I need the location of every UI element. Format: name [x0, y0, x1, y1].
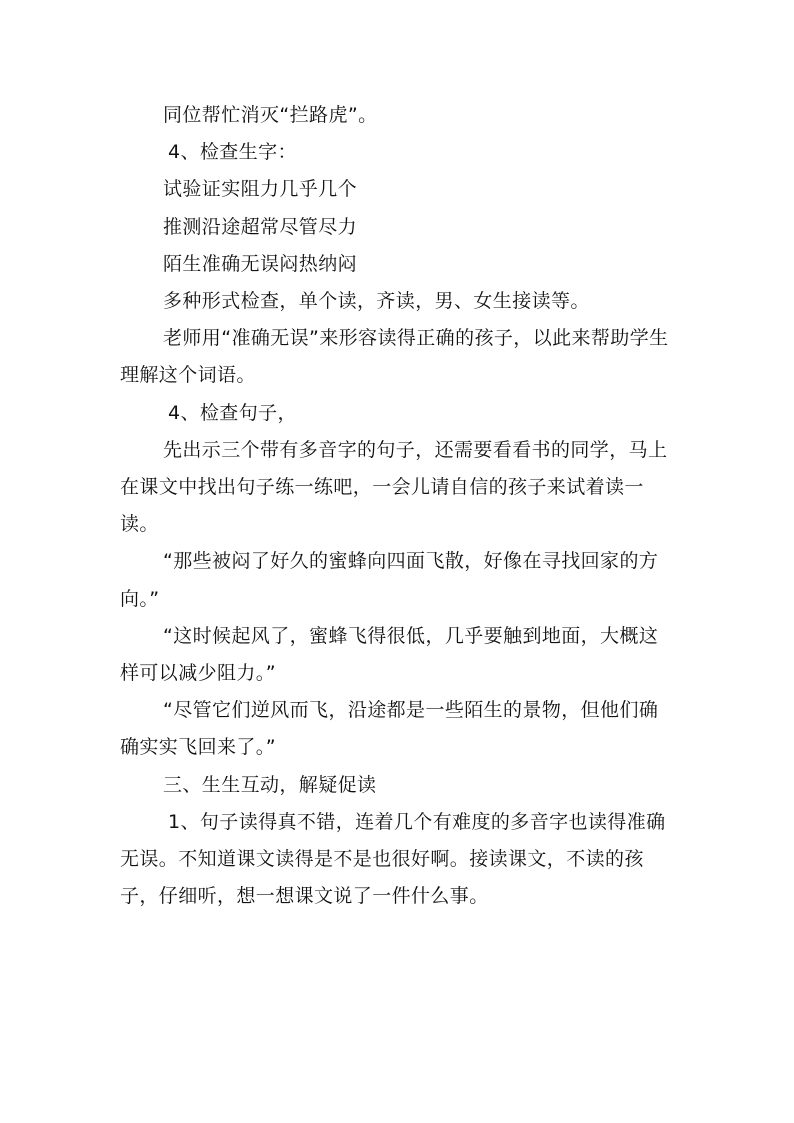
paragraph-4: 推测沿途超常尽管尽力 [163, 215, 358, 238]
paragraph-7: 老师用“准确无误”来形容读得正确的孩子，以此来帮助学生理解这个词语。 [120, 327, 669, 387]
paragraph-9: 先出示三个带有多音字的句子，还需要看看书的同学，马上在课文中找出句子练一练吧，一会儿请自信的孩子来试着读一读。 [120, 438, 668, 536]
paragraph-6: 多种形式检查，单个读，齐读，男、女生接读等。 [163, 290, 590, 313]
paragraph-3: 试验证实阻力几乎几个 [163, 178, 358, 201]
paragraph-8: 4、检查句子， [168, 401, 297, 424]
paragraph-12: “尽管它们逆风而飞，沿途都是一些陌生的景物，但他们确确实实飞回来了。” [120, 699, 659, 759]
paragraph-1: 同位帮忙消灭“拦路虎”。 [163, 104, 378, 126]
paragraph-13: 三、生生互动，解疑促读 [163, 773, 377, 796]
paragraph-10: “那些被闷了好久的蜜蜂向四面飞散，好像在寻找回家的方向。” [120, 550, 659, 610]
paragraph-11: “这时候起风了，蜜蜂飞得很低，几乎要触到地面，大概这样可以减少阻力。” [120, 624, 659, 685]
paragraph-14: 1、句子读得真不错，连着几个有难度的多音字也读得准确无误。不知道课文读得是不是也很好啊。接读课文，不读的孩子，仔细听，想一想课文说了一件什么事。 [120, 810, 666, 908]
paragraph-2: 4、检查生字： [168, 141, 297, 164]
document-body [120, 97, 675, 915]
paragraph-5: 陌生准确无误闷热纳闷 [163, 252, 358, 275]
